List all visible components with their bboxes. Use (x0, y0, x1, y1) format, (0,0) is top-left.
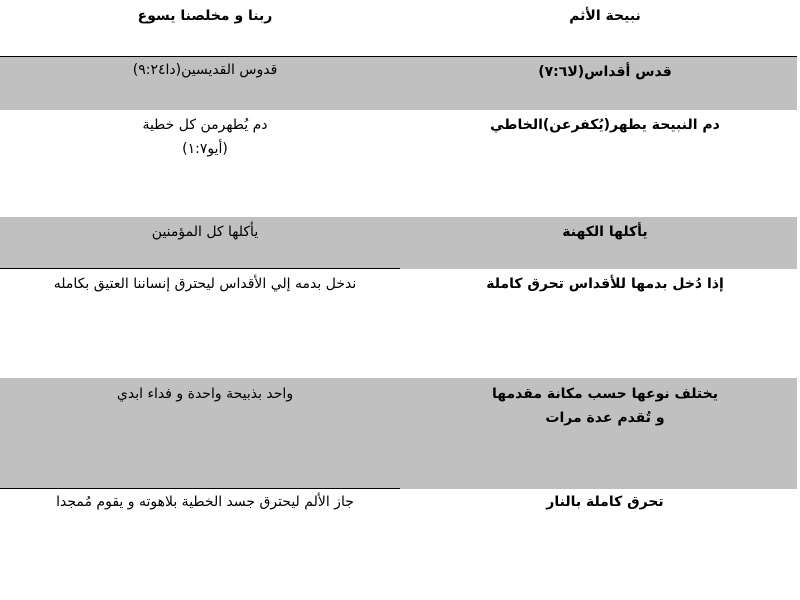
fulfillment-line: دم يُطهرمن كل خطية (142, 117, 268, 133)
rule-under-header (0, 56, 797, 57)
fulfillment-cell: ربنا و مخلصنا يسوع (137, 8, 273, 24)
topic-cell: قدس أقداس(لا٧:٦) (538, 64, 672, 80)
topic-line: يختلف نوعها حسب مكانة مقدمها (491, 386, 718, 402)
topic-cell: تحرق كاملة بالنار (546, 494, 664, 510)
fulfillment-cell: ندخل بدمه إلي الأقداس ليحترق إنساننا العتيق بكامله (53, 276, 357, 292)
topic-cell: يأكلها الكهنة (562, 224, 648, 240)
fulfillment-cell: جاز الألم ليحترق جسد الخطية بلاهوته و يقوم مُمجدا (56, 494, 354, 510)
topic-cell (420, 382, 790, 430)
fulfillment-cell (0, 113, 410, 161)
fulfillment-cell: واحد بذبيحة واحدة و فداء ابدي (116, 386, 294, 402)
topic-line: و تُقدم عدة مرات (545, 410, 665, 426)
fulfillment-cell: يأكلها كل المؤمنين (151, 224, 259, 240)
fulfillment-line: (أيو١:٧) (182, 141, 228, 157)
topic-cell: دم النبيحة يطهر(يُكفرعن)الخاطي (490, 117, 720, 133)
rule-row-5 (0, 268, 400, 269)
rule-row-7 (0, 488, 400, 489)
fulfillment-cell: قدوس القديسين(دا٩:٢٤) (132, 62, 278, 78)
topic-cell: إذا دُخل بدمها للأقداس تحرق كاملة (486, 276, 724, 292)
topic-cell: نبيحة الأثم (569, 8, 641, 24)
